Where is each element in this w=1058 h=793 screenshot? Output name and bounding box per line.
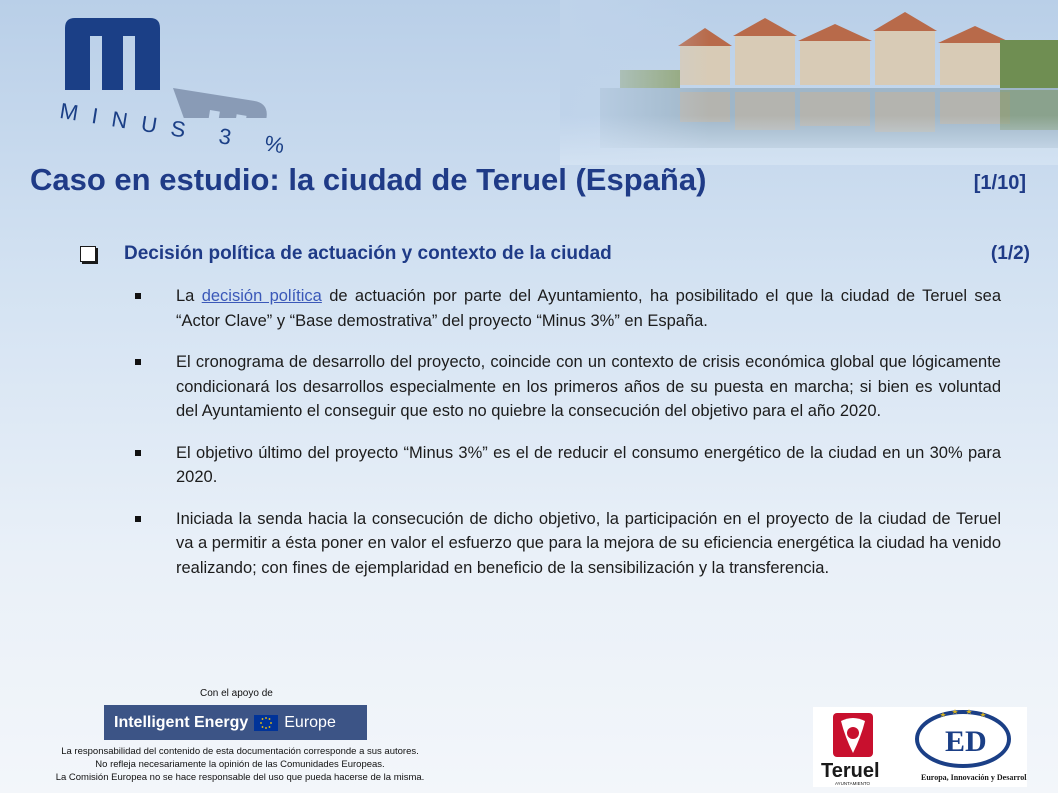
square-bullet-icon [135,293,141,299]
svg-text:ED: ED [945,725,987,758]
teruel-shield-icon [833,713,873,757]
decision-politica-link[interactable]: decisión política [201,287,322,305]
header-town-photo [560,0,1058,165]
bullet-item: El cronograma de desarrollo del proyecto, coincide con un contexto de crisis económica global que lógicamente condicionará los desarrollos especialmente en los primeros años de su puesta en marcha; si bien es voluntad del Ayuntamiento el conseguir que esto no quiebre la consecución del objetivo para el año 2020. [135,350,1001,424]
square-bullet-icon [135,516,141,522]
bullet-item: La decisión política de actuación por parte del Ayuntamiento, ha posibilitado el que la ciudad de Teruel sea “Actor Clave” y “Base demostrativa” del proyecto “Minus 3%” en España. [135,284,1001,333]
square-bullet-icon [135,359,141,365]
square-bullet-icon [135,450,141,456]
eid-logo-text: Europa, Innovación y Desarrollo [921,773,1027,782]
partner-logos [813,707,1027,787]
bullet-list [135,284,1001,597]
logo-text: MINUS 3 % [58,98,300,161]
eu-flag-icon [254,715,278,731]
support-label: Con el apoyo de [200,688,273,699]
iee-main-text: Intelligent Energy [114,713,249,731]
disclaimer: La responsabilidad del contenido de esta documentación corresponde a sus autores. No refleja necesariamente la opinión de las Comunidades Europeas. La Comisión Europea no se hace responsable del uso que pueda hacerse de la misma. [55,746,425,783]
checkbox-bullet-icon [80,246,96,262]
teruel-logo-text: Teruel [821,760,880,782]
section-heading [80,243,1030,269]
slide-pager: [1/10] [973,172,1026,194]
bullet-item: Iniciada la senda hacia la consecución de dicho objetivo, la participación en el proyecto de la ciudad de Teruel va a permitir a ésta poner en valor el esfuerzo que para la mejora de su eficiencia energética la ciudad ha venido realizando; con fines de ejemplaridad en beneficio de la sensibilización y la transferencia. [135,507,1001,581]
slide-title: Caso en estudio: la ciudad de Teruel (España) [30,162,707,197]
eid-logo-icon [917,709,1009,766]
intelligent-energy-europe-logo [104,705,367,740]
section-part: (1/2) [990,243,1030,264]
iee-suffix-text: Europe [284,713,336,731]
section-heading-text: Decisión política de actuación y contexto de la ciudad [124,243,612,264]
bullet-item: El objetivo último del proyecto “Minus 3%” es el de reducir el consumo energético de la ciudad en un 30% para 2020. [135,441,1001,490]
teruel-sub-text: AYUNTAMIENTO [835,781,871,786]
